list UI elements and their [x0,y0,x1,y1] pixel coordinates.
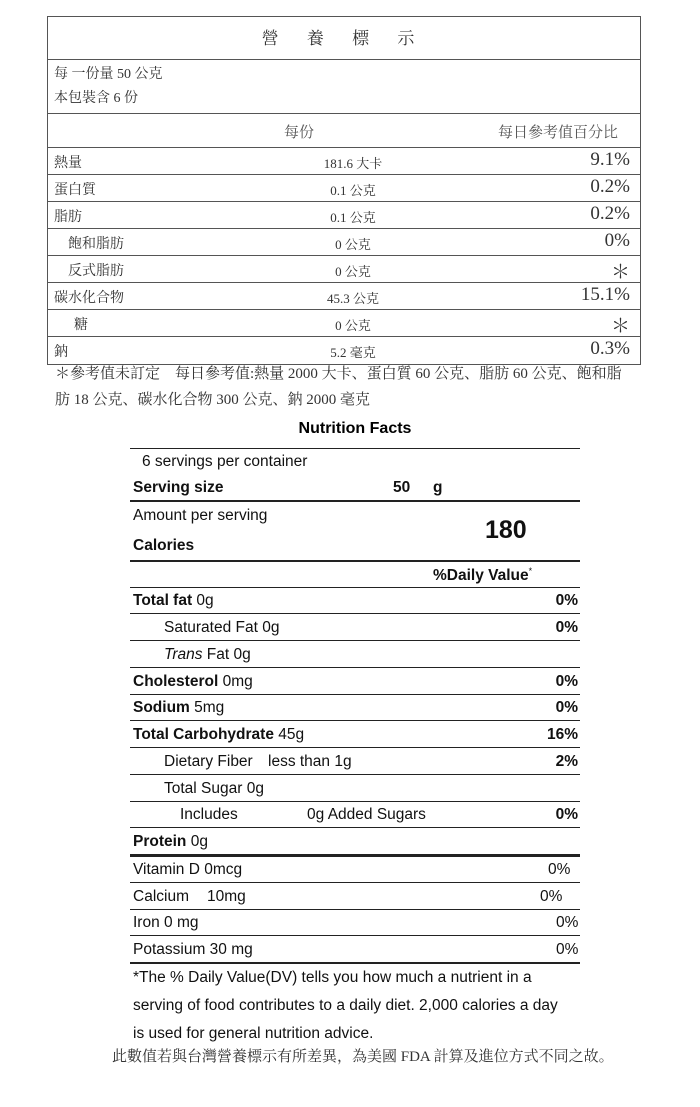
nf-protein-amount: 0g [186,833,208,850]
zh-col-per: 每份 [284,125,315,141]
nf-iron-pct: 0% [556,914,579,931]
nf-calcium-label: Calcium [133,888,189,905]
nf-trans-fat-rest: Fat 0g [202,646,251,663]
nf-dv-header [433,566,532,585]
zh-row-value: 0.1 公克 [330,183,376,198]
nf-vitamin-d: Vitamin D 0mcg [133,861,243,878]
divider [130,801,580,802]
nf-carb-label: Total Carbohydrate [133,726,274,743]
nf-calories-label: Calories [133,537,195,554]
zh-row-pct: 0.3% [590,338,630,359]
nf-potassium-pct: 0% [556,941,579,958]
zh-row-sodium [48,337,640,364]
zh-row-trans-fat [48,256,640,283]
zh-row-pct: 9.1% [590,149,630,170]
nf-total-fat-pct: 0% [555,592,578,609]
nf-fiber-label: Dietary Fiber [164,753,253,770]
nf-dv-header-text: %Daily Value [433,567,529,585]
zh-row-pct: ＊ [610,262,630,283]
zh-title: 營 養 標 示 [48,17,640,60]
nf-footnote-line: *The % Daily Value(DV) tells you how much a nutrient in a [133,969,532,986]
zh-row-value: 181.6 大卡 [323,156,383,171]
zh-row-calories [48,148,640,175]
zh-row-value: 0 公克 [335,264,371,279]
zh-servings: 本包裝含 6 份 [54,91,138,106]
divider [130,640,580,641]
nf-iron: Iron 0 mg [133,914,199,931]
nf-calories-value: 180 [485,516,527,544]
zh-row-pct: 15.1% [580,284,630,305]
zh-row-pct: 0.2% [590,176,630,197]
nf-sodium [133,699,224,717]
nf-servings: 6 servings per container [142,453,308,470]
zh-row-name: 熱量 [54,156,82,171]
nf-cholesterol-pct: 0% [555,673,578,690]
zh-serving-info [48,60,640,114]
zh-row-name: 反式脂肪 [68,264,124,279]
zh-row-name: 糖 [74,318,88,333]
nf-potassium: Potassium 30 mg [133,941,253,958]
divider [130,560,580,562]
nf-added-sugars-pct: 0% [555,806,578,823]
nf-fiber-amount: less than 1g [268,753,352,770]
nf-sodium-amount: 5mg [189,699,225,716]
nf-total-fat [133,592,214,610]
zh-row-name: 碳水化合物 [54,291,124,306]
zh-col-dv: 每日參考值百分比 [497,125,618,141]
zh-row-pct: ＊ [610,316,630,337]
zh-row-fat [48,202,640,229]
nf-vitamin-d-pct: 0% [548,861,571,878]
zh-row-value: 0.1 公克 [330,210,376,225]
zh-footer-disclaimer: 此數值若與台灣營養標示有所差異，為美國 FDA 計算及進位方式不同之故。 [112,1049,614,1065]
nf-amount-per-serving: Amount per serving [133,507,268,524]
zh-row-pct: 0.2% [590,203,630,224]
nf-sugar: Total Sugar 0g [164,780,264,797]
nf-serving-size-unit: g [433,479,443,496]
divider [130,448,580,449]
nf-sat-fat-pct: 0% [555,619,578,636]
nf-calcium-amount: 10mg [207,888,246,905]
zh-serving-size: 每 一份量 50 公克 [54,67,163,82]
zh-row-value: 0 公克 [335,237,371,252]
nf-calcium-pct: 0% [540,888,563,905]
nf-sat-fat: Saturated Fat 0g [164,619,280,636]
zh-nutrition-table [47,16,641,365]
zh-header-row [48,114,640,148]
nf-footnote [133,964,583,1048]
nf-total-fat-amount: 0g [192,592,214,609]
nf-title: Nutrition Facts [298,420,412,437]
divider [130,587,580,588]
nf-footnote-line: serving of food contributes to a daily diet. 2,000 calories a day [133,997,558,1014]
zh-row-protein [48,175,640,202]
divider [130,747,580,748]
zh-row-value: 0 公克 [335,318,371,333]
nf-carb [133,726,304,744]
nf-protein [133,833,208,851]
nf-protein-label: Protein [133,833,187,850]
nf-serving-size-label: Serving size [133,479,224,496]
divider-thick [130,854,580,857]
divider [130,909,580,910]
nf-cholesterol-label: Cholesterol [133,673,219,690]
divider [130,882,580,883]
divider [130,720,580,721]
nf-carb-amount: 45g [273,726,305,743]
divider [130,667,580,668]
zh-reference-note [55,361,665,413]
nf-serving-size-value: 50 [393,479,411,496]
zh-note-line: ＊參考值未訂定 每日參考值:熱量 2000 大卡、蛋白質 60 公克、脂肪 60 公克、飽和脂 [55,366,622,382]
zh-row-sat-fat [48,229,640,256]
zh-row-pct: 0% [604,230,630,251]
nf-trans-fat-italic: Trans [164,646,203,663]
divider [130,613,580,614]
nf-dv-star: * [528,566,533,576]
nf-sodium-pct: 0% [555,699,578,716]
divider [130,827,580,828]
nf-includes: Includes [180,806,238,823]
zh-row-name: 鈉 [54,345,68,360]
zh-row-name: 脂肪 [54,210,82,225]
nf-added-sugars: 0g Added Sugars [307,806,426,823]
nf-cholesterol-amount: 0mg [218,673,253,690]
nf-footnote-line: is used for general nutrition advice. [133,1025,374,1042]
nf-trans-fat [164,646,251,664]
divider [130,774,580,775]
divider [130,500,580,502]
zh-row-carb [48,283,640,310]
nf-cholesterol [133,673,253,691]
zh-row-sugar [48,310,640,337]
nf-total-fat-label: Total fat [133,592,193,609]
nf-carb-pct: 16% [546,726,578,743]
nf-sodium-label: Sodium [133,699,190,716]
nf-fiber-pct: 2% [555,753,578,770]
zh-row-value: 5.2 毫克 [330,345,376,360]
divider [130,694,580,695]
zh-row-value: 45.3 公克 [326,291,379,306]
zh-row-name: 飽和脂肪 [68,237,124,252]
zh-note-line: 肪 18 公克、碳水化合物 300 公克、鈉 2000 毫克 [55,392,371,408]
divider [130,935,580,936]
zh-row-name: 蛋白質 [54,183,96,198]
